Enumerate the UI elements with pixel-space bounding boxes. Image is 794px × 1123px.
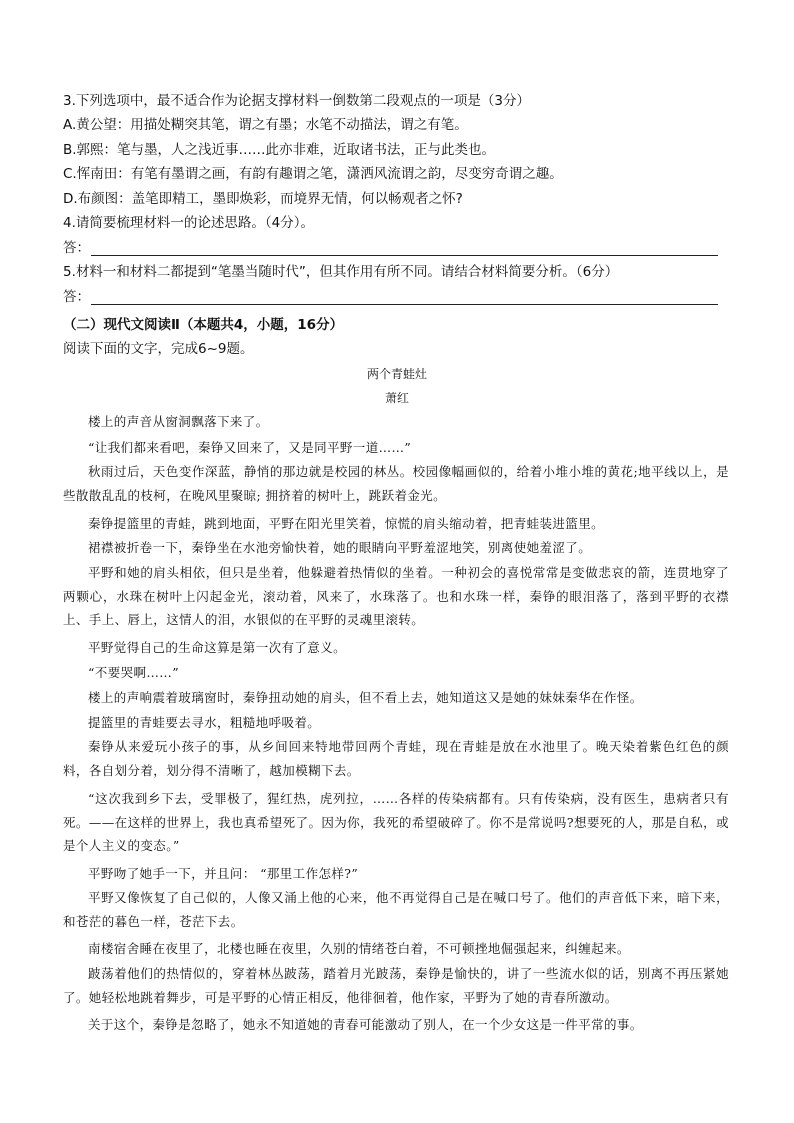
question-3-option-a: A.黄公望：用描处糊突其笔，谓之有墨；水笔不动描法，谓之有笔。 xyxy=(63,117,468,133)
answer-label: 答： xyxy=(63,240,90,256)
story-paragraph: 南楼宿舍睡在夜里了，北楼也睡在夜里，久别的情绪苍白着，不可顿挫地倔强起来，纠缠起来。 xyxy=(88,941,630,956)
story-paragraph: 秋雨过后，天色变作深蓝，静悄的那边就是校园的林丛。校园像幅画似的，给着小堆小堆的黄花;地平线以上，是些散散乱乱的枝柯，在晚风里聚晾; 拥挤着的树叶上，跳跃着金光。 xyxy=(63,464,729,503)
story-paragraph: 关于这个，秦铮是忽略了，她永不知道她的青春可能激动了别人，在一个少女这是一件平常的事。 xyxy=(88,1017,643,1032)
story-paragraph: 平野吻了她手一下，并且问： “那里工作怎样?” xyxy=(88,866,359,881)
question-3-option-c: C.恽南田：有笔有墨谓之画，有韵有趣谓之笔，潇洒风流谓之韵，尽变穷奇谓之趣。 xyxy=(63,166,563,182)
answer-line-q5[interactable] xyxy=(63,288,718,308)
story-paragraph: 提篮里的青蛙要去寻水，粗糙地呼吸着。 xyxy=(88,715,321,730)
question-3-option-d: D.布颜图：盖笔即精工，墨即焕彩，而境界无情，何以畅观者之怀? xyxy=(63,191,463,207)
question-4-stem: 4.请简要梳理材料一的论述思路。（4分）。 xyxy=(63,215,314,231)
story-paragraph: 秦铮从来爱玩小孩子的事，从乡间回来特地带回两个青蛙，现在青蛙是放在水池里了。晚天染着紫色红色的颜料，各自划分着，划分得不清晰了，越加模糊下去。 xyxy=(63,739,729,778)
story-paragraph: “这次我到乡下去，受罪极了，猩红热，虎列拉，……各样的传染病都有。只有传染病，没有医生，患病者只有死。——在这样的世界上，我也真希望死了。因为你，我死的希望破碎了。你不是常说吗?想要死的人，那是自私，或是个人主义的变态。” xyxy=(63,791,729,853)
story-paragraph: 平野又像恢复了自己似的，人像又涌上他的心来，他不再觉得自己是在喊口号了。他们的声音低下来，暗下来，和苍茫的暮色一样，苍茫下去。 xyxy=(63,890,729,929)
story-paragraph: 跛荡着他们的热情似的，穿着林丛跛荡，踏着月光跛荡，秦铮是愉快的，讲了一些流水似的话，别离不再压紧她了。她轻松地跳着舞步，可是平野的心情正相反，他徘徊着，他作家，平野为了她的青春所激动。 xyxy=(63,966,729,1005)
story-paragraph: “让我们都来看吧，秦铮又回来了，又是同平野一道……” xyxy=(88,440,412,455)
story-paragraph: 楼上的声响震着玻璃窗时，秦铮扭动她的肩头，但不看上去，她知道这又是她的妹妹秦华在作怪。 xyxy=(88,690,643,705)
answer-rule xyxy=(91,255,718,256)
question-3-option-b: B.郭熙：笔与墨，人之浅近事……此亦非难，近取诸书法，正与此类也。 xyxy=(63,142,496,158)
answer-line-q4[interactable] xyxy=(63,239,718,259)
story-paragraph: 裙襟被折卷一下，秦铮坐在水池旁愉快着，她的眼睛向平野羞涩地笑，别离使她羞涩了。 xyxy=(88,540,592,555)
question-3-stem: 3.下列选项中，最不适合作为论据支撑材料一倒数第二段观点的一项是（3分） xyxy=(63,93,530,109)
story-paragraph: 秦铮提篮里的青蛙，跳到地面，平野在阳光里笑着，惊慌的肩头缩动着，把青蛙装进篮里。 xyxy=(88,516,605,531)
story-title: 两个青蛙灶 xyxy=(366,367,427,381)
question-5-stem: 5.材料一和材料二都提到“笔墨当随时代”，但其作用有所不同。请结合材料简要分析。（6分） xyxy=(63,264,619,280)
answer-label: 答： xyxy=(63,289,90,305)
story-paragraph: “不要哭啊……” xyxy=(88,665,179,680)
section-instruction: 阅读下面的文字，完成6~9题。 xyxy=(63,341,254,357)
story-paragraph: 平野和她的肩头相依，但只是坐着，他躲避着热情似的坐着。一种初会的喜悦常常是变做悲哀的箭，连贯地穿了两颗心，水珠在树叶上闪起金光，滚动着，风来了，水珠落了。也和水珠一样，秦铮的眼泪落了，落到平野的衣襟上、手上、唇上，这情人的泪，水银似的在平野的灵魂里滚转。 xyxy=(63,565,729,627)
answer-rule xyxy=(91,304,718,305)
story-paragraph: 楼上的声音从窗洞飘落下来了。 xyxy=(88,414,269,429)
section-heading: （二）现代文阅读Ⅱ（本题共4，小题，16分） xyxy=(63,317,344,333)
story-author: 萧红 xyxy=(384,391,409,405)
story-paragraph: 平野觉得自己的生命这算是第一次有了意义。 xyxy=(88,640,347,655)
